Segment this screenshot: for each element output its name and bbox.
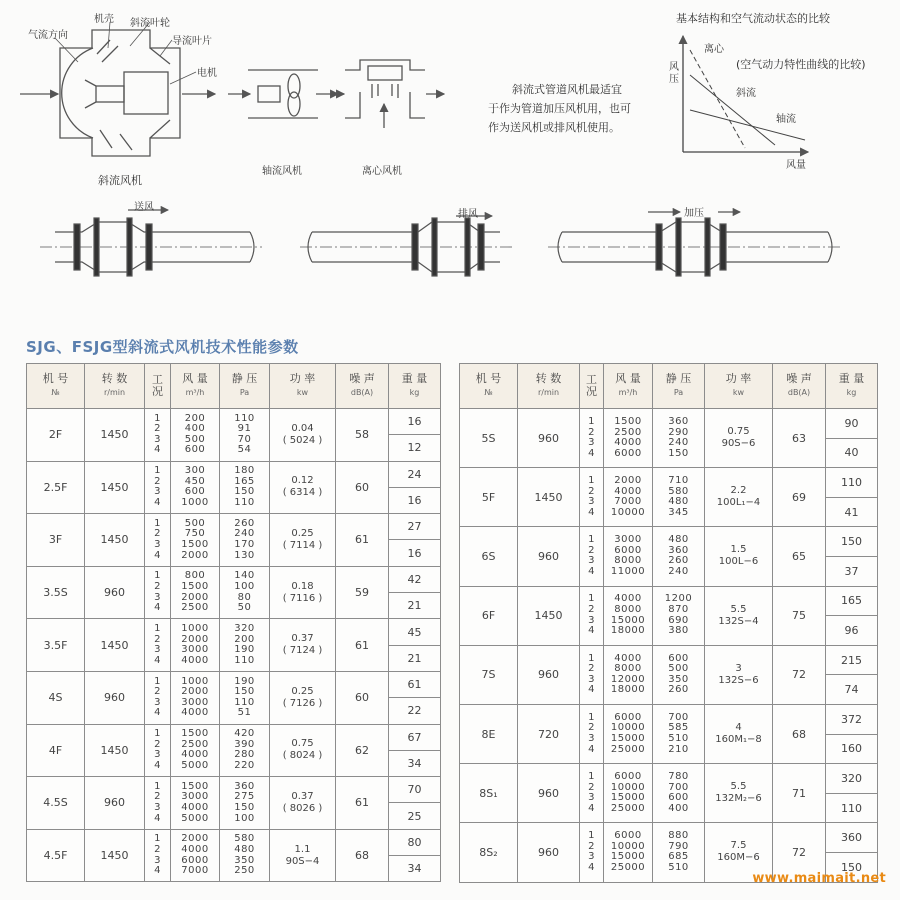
power-cell: 7.5 160M−6 <box>705 823 773 882</box>
table-row <box>460 645 878 675</box>
noise-cell: 58 <box>336 409 389 462</box>
pressure-cell: 360 290 240 150 <box>653 409 705 468</box>
noise-cell: 71 <box>773 764 826 823</box>
flow-cell: 3000 6000 8000 11000 <box>604 527 653 586</box>
flow-cell: 500 750 1500 2000 <box>171 514 220 567</box>
noise-cell: 60 <box>336 461 389 514</box>
noise-cell: 75 <box>773 586 826 645</box>
spec-table-right <box>459 363 878 883</box>
weight-cell: 12 <box>389 435 441 461</box>
speed-cell: 960 <box>518 764 580 823</box>
weight-cell: 67 <box>389 724 441 750</box>
weight-cell: 16 <box>389 540 441 566</box>
weight-cell: 34 <box>389 750 441 776</box>
table-row <box>460 704 878 734</box>
header-flow: 风 量 m³/h <box>171 364 220 409</box>
pressure-cell: 110 91 70 54 <box>220 409 270 462</box>
pressure-cell: 420 390 280 220 <box>220 724 270 777</box>
speed-cell: 960 <box>518 645 580 704</box>
model-cell: 6S <box>460 527 518 586</box>
table-row <box>27 671 441 697</box>
flow-cell: 1500 3000 4000 5000 <box>171 777 220 830</box>
section-title: SJG、FSJG型斜流式风机技术性能参数 <box>26 338 299 356</box>
noise-cell: 72 <box>773 823 826 882</box>
weight-cell: 42 <box>389 566 441 592</box>
flow-cell: 6000 10000 15000 25000 <box>604 823 653 882</box>
condition-cell: 1 2 3 4 <box>145 829 171 882</box>
power-cell: 0.18 ( 7116 ) <box>270 566 336 619</box>
power-cell: 0.25 ( 7114 ) <box>270 514 336 567</box>
header-pressure: 静 压 Pa <box>220 364 270 409</box>
pressure-cell: 190 150 110 51 <box>220 671 270 724</box>
speed-cell: 1450 <box>85 724 145 777</box>
flow-cell: 300 450 600 1000 <box>171 461 220 514</box>
speed-cell: 960 <box>85 777 145 830</box>
header-weight: 重 量 kg <box>389 364 441 409</box>
noise-cell: 69 <box>773 468 826 527</box>
model-cell: 3.5F <box>27 619 85 672</box>
weight-cell: 160 <box>826 734 878 764</box>
speed-cell: 1450 <box>85 514 145 567</box>
weight-cell: 74 <box>826 675 878 705</box>
table-row <box>460 409 878 439</box>
power-cell: 5.5 132M₂−6 <box>705 764 773 823</box>
curve-series-mixed-flow: 斜流 <box>736 88 756 99</box>
model-cell: 3F <box>27 514 85 567</box>
pressure-cell: 260 240 170 130 <box>220 514 270 567</box>
condition-cell: 1 2 3 4 <box>145 566 171 619</box>
curve-series-centrifugal: 离心 <box>704 44 724 55</box>
label-impeller: 斜流叶轮 <box>130 18 170 29</box>
condition-cell: 1 2 3 4 <box>145 461 171 514</box>
weight-cell: 360 <box>826 823 878 853</box>
table-row <box>460 823 878 853</box>
condition-cell: 1 2 3 4 <box>580 645 604 704</box>
label-supply-air: 送风 <box>134 202 154 213</box>
model-cell: 2.5F <box>27 461 85 514</box>
noise-cell: 65 <box>773 527 826 586</box>
noise-cell: 72 <box>773 645 826 704</box>
power-cell: 5.5 132S−4 <box>705 586 773 645</box>
pressure-cell: 320 200 190 110 <box>220 619 270 672</box>
header-model: 机 号 № <box>460 364 518 409</box>
header-speed: 转 数 r/min <box>518 364 580 409</box>
power-cell: 0.75 ( 8024 ) <box>270 724 336 777</box>
condition-cell: 1 2 3 4 <box>580 527 604 586</box>
top-diagrams <box>0 0 900 330</box>
power-cell: 4 160M₁−8 <box>705 704 773 763</box>
speed-cell: 1450 <box>85 829 145 882</box>
power-cell: 0.37 ( 8026 ) <box>270 777 336 830</box>
weight-cell: 37 <box>826 556 878 586</box>
flow-cell: 4000 8000 15000 18000 <box>604 586 653 645</box>
pressure-cell: 180 165 150 110 <box>220 461 270 514</box>
flow-cell: 2000 4000 6000 7000 <box>171 829 220 882</box>
model-cell: 8S₁ <box>460 764 518 823</box>
condition-cell: 1 2 3 4 <box>580 586 604 645</box>
speed-cell: 960 <box>518 409 580 468</box>
model-cell: 6F <box>460 586 518 645</box>
table-row <box>27 461 441 487</box>
weight-cell: 70 <box>389 777 441 803</box>
condition-cell: 1 2 3 4 <box>145 409 171 462</box>
power-cell: 0.25 ( 7126 ) <box>270 671 336 724</box>
curve-subtitle: (空气动力特性曲线的比较) <box>736 58 866 71</box>
header-condition: 工 况 <box>580 364 604 409</box>
noise-cell: 61 <box>336 514 389 567</box>
weight-cell: 61 <box>389 671 441 697</box>
label-guide-vane: 导流叶片 <box>172 36 212 47</box>
header-pressure: 静 压 Pa <box>653 364 705 409</box>
header-speed: 转 数 r/min <box>85 364 145 409</box>
label-pressurize: 加压 <box>684 208 704 219</box>
supply-air-installation <box>40 210 262 276</box>
flow-cell: 200 400 500 600 <box>171 409 220 462</box>
model-cell: 8E <box>460 704 518 763</box>
condition-cell: 1 2 3 4 <box>580 409 604 468</box>
condition-cell: 1 2 3 4 <box>580 823 604 882</box>
spec-table-left-header <box>27 364 441 409</box>
flow-cell: 1500 2500 4000 6000 <box>604 409 653 468</box>
speed-cell: 1450 <box>85 619 145 672</box>
weight-cell: 27 <box>389 514 441 540</box>
pressure-cell: 700 585 510 210 <box>653 704 705 763</box>
table-row <box>460 764 878 794</box>
model-cell: 2F <box>27 409 85 462</box>
curve-series-axial: 轴流 <box>776 114 796 125</box>
noise-cell: 63 <box>773 409 826 468</box>
noise-cell: 61 <box>336 619 389 672</box>
pressure-cell: 480 360 260 240 <box>653 527 705 586</box>
pressure-cell: 1200 870 690 380 <box>653 586 705 645</box>
noise-cell: 62 <box>336 724 389 777</box>
condition-cell: 1 2 3 4 <box>580 764 604 823</box>
pressure-cell: 710 580 480 345 <box>653 468 705 527</box>
pressure-cell: 360 275 150 100 <box>220 777 270 830</box>
curve-title: 基本结构和空气流动状态的比较 <box>676 12 830 25</box>
speed-cell: 960 <box>518 823 580 882</box>
flow-cell: 4000 8000 12000 18000 <box>604 645 653 704</box>
speed-cell: 1450 <box>85 461 145 514</box>
spec-table-left <box>26 363 441 882</box>
table-row <box>27 514 441 540</box>
condition-cell: 1 2 3 4 <box>145 671 171 724</box>
speed-cell: 720 <box>518 704 580 763</box>
power-cell: 3 132S−6 <box>705 645 773 704</box>
speed-cell: 1450 <box>518 586 580 645</box>
header-power: 功 率 kw <box>705 364 773 409</box>
condition-cell: 1 2 3 4 <box>145 514 171 567</box>
speed-cell: 1450 <box>85 409 145 462</box>
flow-cell: 800 1500 2000 2500 <box>171 566 220 619</box>
power-cell: 2.2 100L₁−4 <box>705 468 773 527</box>
speed-cell: 960 <box>85 566 145 619</box>
caption-axial-fan: 轴流风机 <box>262 166 302 177</box>
table-row <box>27 829 441 855</box>
label-airflow-direction: 气流方向 <box>28 30 68 41</box>
model-cell: 4.5F <box>27 829 85 882</box>
header-noise: 噪 声 dB(A) <box>773 364 826 409</box>
table-row <box>460 586 878 616</box>
curve-x-axis-label: 风量 <box>786 160 806 171</box>
header-weight: 重 量 kg <box>826 364 878 409</box>
pressure-cell: 580 480 350 250 <box>220 829 270 882</box>
noise-cell: 60 <box>336 671 389 724</box>
model-cell: 4.5S <box>27 777 85 830</box>
exhaust-air-installation <box>300 216 512 276</box>
flow-cell: 2000 4000 7000 10000 <box>604 468 653 527</box>
weight-cell: 22 <box>389 698 441 724</box>
header-model: 机 号 № <box>27 364 85 409</box>
centrifugal-fan-diagram <box>330 60 444 128</box>
weight-cell: 165 <box>826 586 878 616</box>
noise-cell: 68 <box>336 829 389 882</box>
power-cell: 0.37 ( 7124 ) <box>270 619 336 672</box>
model-cell: 3.5S <box>27 566 85 619</box>
label-exhaust-air: 排风 <box>458 209 478 220</box>
flow-cell: 1000 2000 3000 4000 <box>171 619 220 672</box>
description-text: 斜流式管道风机最适宜 于作为管道加压风机用，也可 作为送风机或排风机使用。 <box>488 83 631 134</box>
label-casing: 机壳 <box>94 14 114 25</box>
table-row <box>460 527 878 557</box>
weight-cell: 45 <box>389 619 441 645</box>
weight-cell: 372 <box>826 704 878 734</box>
noise-cell: 68 <box>773 704 826 763</box>
axial-fan-diagram <box>228 70 338 118</box>
weight-cell: 320 <box>826 764 878 794</box>
table-row <box>27 777 441 803</box>
caption-mixed-flow-fan: 斜流风机 <box>98 174 142 187</box>
flow-cell: 1000 2000 3000 4000 <box>171 671 220 724</box>
weight-cell: 21 <box>389 593 441 619</box>
weight-cell: 16 <box>389 409 441 435</box>
condition-cell: 1 2 3 4 <box>580 468 604 527</box>
flow-cell: 1500 2500 4000 5000 <box>171 724 220 777</box>
header-flow: 风 量 m³/h <box>604 364 653 409</box>
header-power: 功 率 kw <box>270 364 336 409</box>
label-motor: 电机 <box>197 68 217 79</box>
model-cell: 7S <box>460 645 518 704</box>
header-condition: 工 况 <box>145 364 171 409</box>
power-cell: 1.5 100L−6 <box>705 527 773 586</box>
condition-cell: 1 2 3 4 <box>145 777 171 830</box>
weight-cell: 215 <box>826 645 878 675</box>
power-cell: 1.1 90S−4 <box>270 829 336 882</box>
flow-cell: 6000 10000 15000 25000 <box>604 764 653 823</box>
model-cell: 4F <box>27 724 85 777</box>
flow-cell: 6000 10000 15000 25000 <box>604 704 653 763</box>
weight-cell: 21 <box>389 645 441 671</box>
table-row <box>460 468 878 498</box>
model-cell: 5F <box>460 468 518 527</box>
header-noise: 噪 声 dB(A) <box>336 364 389 409</box>
weight-cell: 34 <box>389 856 441 882</box>
power-cell: 0.12 ( 6314 ) <box>270 461 336 514</box>
model-cell: 4S <box>27 671 85 724</box>
weight-cell: 16 <box>389 487 441 513</box>
pressure-cell: 140 100 80 50 <box>220 566 270 619</box>
speed-cell: 1450 <box>518 468 580 527</box>
weight-cell: 110 <box>826 468 878 498</box>
pressurize-installation <box>548 212 842 276</box>
weight-cell: 150 <box>826 527 878 557</box>
weight-cell: 110 <box>826 793 878 823</box>
weight-cell: 90 <box>826 409 878 439</box>
condition-cell: 1 2 3 4 <box>145 724 171 777</box>
pressure-cell: 780 700 600 400 <box>653 764 705 823</box>
power-cell: 0.75 90S−6 <box>705 409 773 468</box>
model-cell: 5S <box>460 409 518 468</box>
curve-y-axis-label: 风压 <box>669 62 679 85</box>
noise-cell: 59 <box>336 566 389 619</box>
spec-table-right-header <box>460 364 878 409</box>
table-row <box>27 619 441 645</box>
caption-centrifugal-fan: 离心风机 <box>362 166 402 177</box>
pressure-cell: 600 500 350 260 <box>653 645 705 704</box>
power-cell: 0.04 ( 5024 ) <box>270 409 336 462</box>
table-row <box>27 724 441 750</box>
weight-cell: 25 <box>389 803 441 829</box>
weight-cell: 41 <box>826 497 878 527</box>
table-row <box>27 566 441 592</box>
pressure-cell: 880 790 685 510 <box>653 823 705 882</box>
weight-cell: 96 <box>826 616 878 646</box>
weight-cell: 40 <box>826 438 878 468</box>
speed-cell: 960 <box>518 527 580 586</box>
condition-cell: 1 2 3 4 <box>145 619 171 672</box>
watermark: www.maimait.net <box>752 871 886 886</box>
speed-cell: 960 <box>85 671 145 724</box>
weight-cell: 150 <box>826 852 878 882</box>
condition-cell: 1 2 3 4 <box>580 704 604 763</box>
model-cell: 8S₂ <box>460 823 518 882</box>
weight-cell: 24 <box>389 461 441 487</box>
weight-cell: 80 <box>389 829 441 855</box>
noise-cell: 61 <box>336 777 389 830</box>
table-row <box>27 409 441 435</box>
